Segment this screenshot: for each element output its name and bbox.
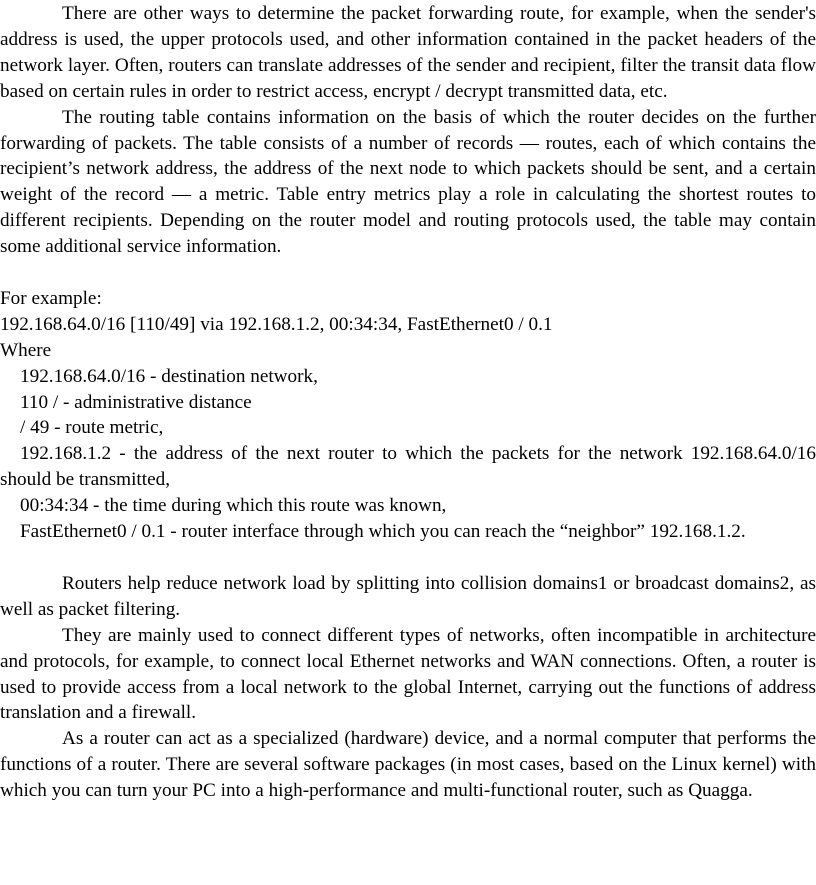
paragraph-software-routers: As a router can act as a specialized (hardware) device, and a normal computer that performs the functions of a router. There are several software packages (in most cases, based on the Linux kernel) with which you can turn your PC into a high-performance and multi-functional router, such as Quagga. [0, 728, 816, 802]
spacer [0, 260, 816, 286]
paragraph-network-load: Routers help reduce network load by splitting into collision domains1 or broadcast domains2, as well as packet filtering. [0, 572, 816, 620]
where-label: Where [0, 339, 52, 361]
where-item-destination: 192.168.64.0/16 - destination network, [20, 365, 318, 387]
where-item-interface: FastEthernet0 / 0.1 - router interface through which you can reach the “neighbor” 192.168.1.2. [20, 521, 746, 543]
where-item-metric: / 49 - route metric, [20, 417, 164, 439]
spacer [0, 545, 816, 571]
where-item-next-hop: 192.168.1.2 - the address of the next router to which the packets for the network 192.168.64.0/16 should be transmitted, [0, 443, 816, 491]
paragraph-routing-table: The routing table contains information on the basis of which the router decides on the further forwarding of packets. The table consists of a number of records — routes, each of which contains the recipient’s network address, the address of the next node to which packets should be sent, and a certain weight of the record — a metric. Table entry metrics play a role in calculating the shortest routes to different recipients. Depending on the router model and routing protocols used, the table may contain some additional service information. [0, 106, 816, 258]
where-item-admin-distance: 110 / - administrative distance [20, 391, 252, 413]
example-heading: For example: [0, 287, 102, 309]
example-route: 192.168.64.0/16 [110/49] via 192.168.1.2, 00:34:34, FastEthernet0 / 0.1 [0, 313, 553, 335]
paragraph-network-types: They are mainly used to connect different types of networks, often incompatible in architecture and protocols, for example, to connect local Ethernet networks and WAN connections. Often, a router is used to provide access from a local network to the global Internet, carrying out the functions of address translation and a firewall. [0, 624, 816, 724]
paragraph-routing-methods: There are other ways to determine the packet forwarding route, for example, when the sender's address is used, the upper protocols used, and other information contained in the packet headers of the network layer. Often, routers can translate addresses of the sender and recipient, filter the transit data flow based on certain rules in order to restrict access, encrypt / decrypt transmitted data, etc. [0, 3, 816, 102]
where-item-time: 00:34:34 - the time during which this route was known, [20, 495, 447, 517]
